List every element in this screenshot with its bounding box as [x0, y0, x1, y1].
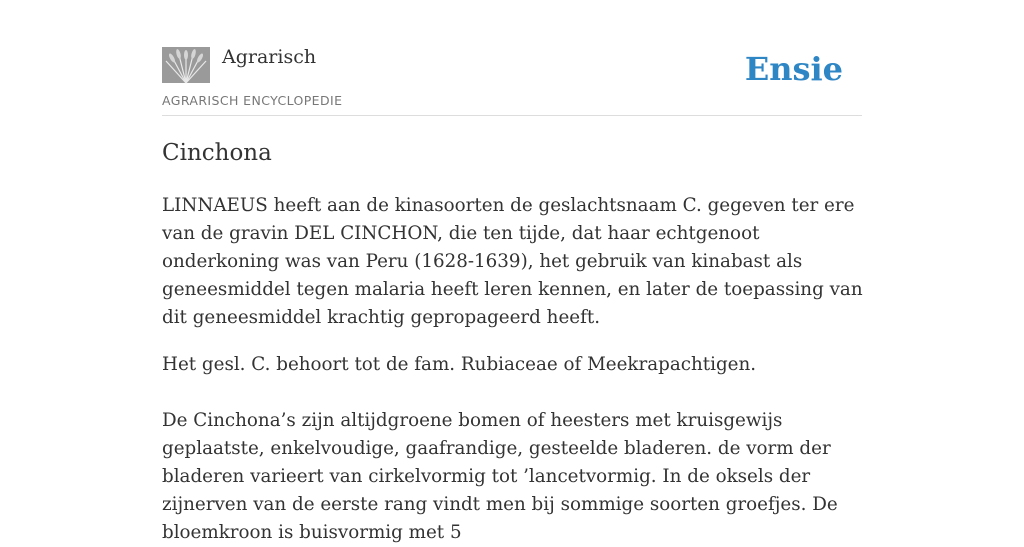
wheat-sheaf-icon[interactable] [162, 47, 210, 83]
header-divider [162, 115, 862, 116]
article-paragraph: Het gesl. C. behoort tot de fam. Rubiaceae of Meekrapachtigen. [162, 354, 757, 375]
site-header [162, 46, 862, 116]
article-paragraph: LINNAEUS heeft aan de kinasoorten de geslachtsnaam C. gegeven ter ere van de gravin DEL CINCHON, die ten tijde, dat haar echtgenoot onderkoning was van Peru (1628-1639), het gebruik van kinabast als geneesmiddel tegen malaria heeft leren kennen, en later de toepassing van dit geneesmiddel krachtig gepropageerd heeft. [162, 195, 863, 328]
site-tagline: AGRARISCH ENCYCLOPEDIE [162, 93, 343, 108]
article-title: Cinchona [162, 140, 272, 166]
ensie-brand-link[interactable]: Ensie [744, 50, 843, 88]
article-body [162, 192, 864, 547]
site-name[interactable]: Agrarisch [222, 46, 317, 68]
article-paragraph: De Cinchona’s zijn altijdgroene bomen of heesters met kruisgewijs geplaatste, enkelvoudige, gaafrandige, gesteelde bladeren. de vorm der bladeren varieert van cirkelvormig tot ’lancetvormig. In de oksels der zijnerven van de eerste rang vindt men bij sommige soorten groefjes. De bloemkroon is buisvormig met 5 [162, 410, 838, 543]
